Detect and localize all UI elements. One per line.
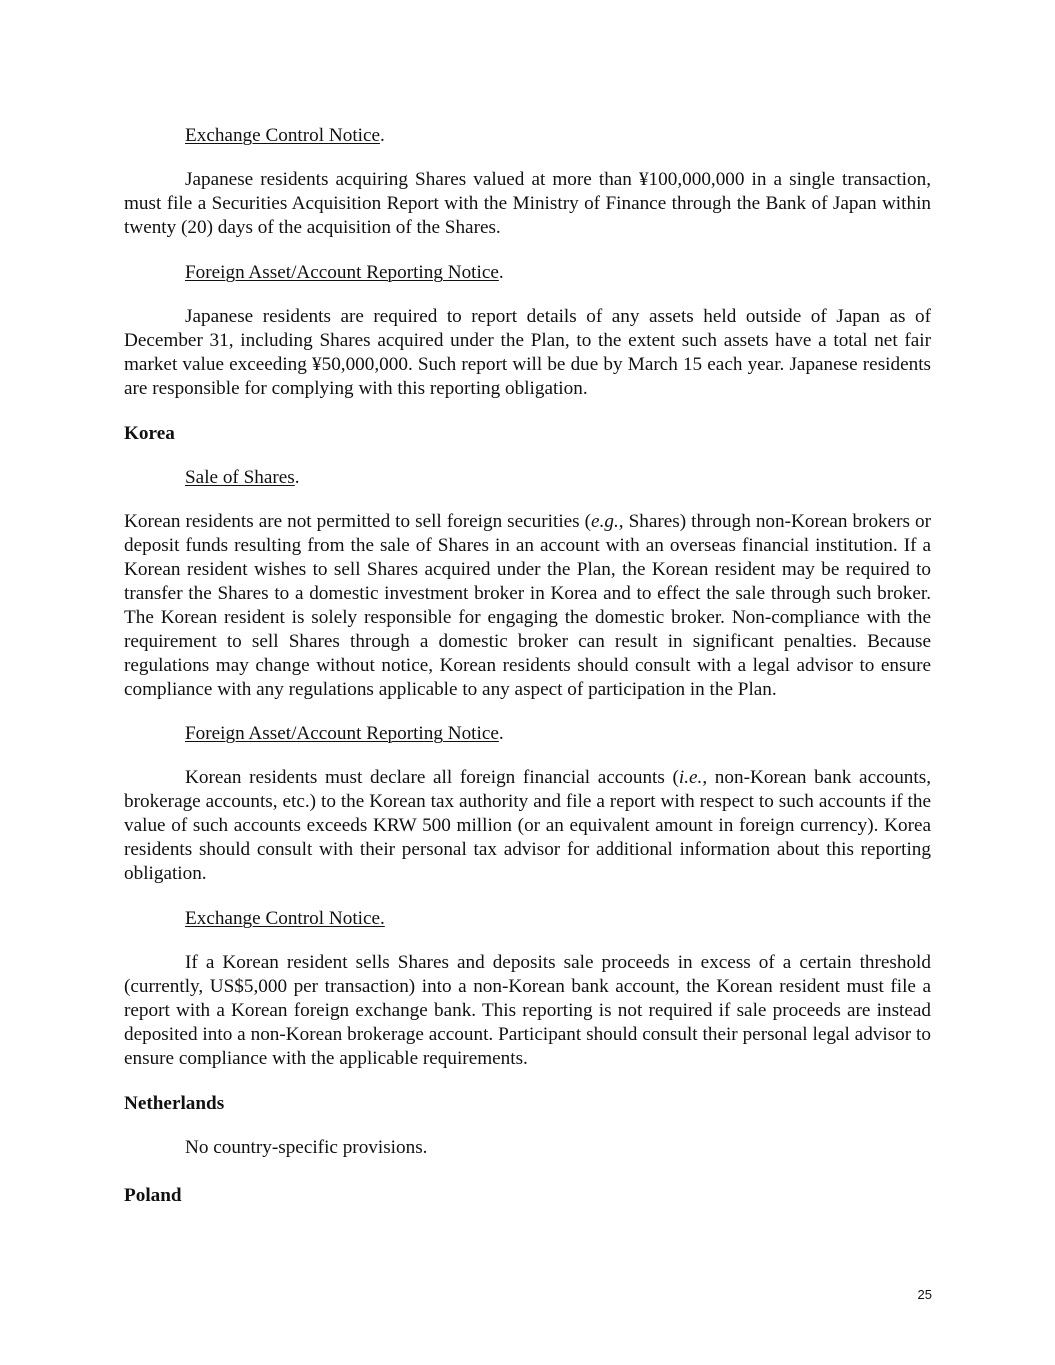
korea-exchange-control-text: If a Korean resident sells Shares and deposits sale proceeds in excess of a certain threshold (currently, US$5,000 per transaction) into a non-Korean bank account, the Korean resident must file a report with a Korean foreign exchange bank. This reporting is not required if sale proceeds are instead deposited into a non-Korean brokerage account. Participant should consult their personal legal advisor to ensure compliance with the applicable requirements. [124,952,931,1069]
korea-sale-text-italic: e.g. [591,511,619,532]
korea-asset-text-part-2: , non-Korean bank accounts, brokerage accounts, etc.) to the Korean tax authority and file a report with respect to such accounts if the value of such accounts exceeds KRW 500 million (or an equivalent amount in foreign currency). Korea residents should consult with their personal tax advisor for additional information about this reporting obligation. [124,767,931,884]
korea-sale-of-shares-text [124,510,931,702]
japan-exchange-control-punct: . [380,125,385,146]
korea-sale-text-part-2: , Shares) through non-Korean brokers or deposit funds resulting from the sale of Shares in an account with an overseas financial institution. If a Korean resident wishes to sell Shares acquired under the Plan, the Korean resident may be required to transfer the Shares to a domestic investment broker in Korea and to effect the sale through such broker. The Korean resident is solely responsible for engaging the domestic broker. Non-compliance with the requirement to sell Shares through a domestic broker can result in significant penalties. Because regulations may change without notice, Korean residents should consult with a legal advisor to ensure compliance with any regulations applicable to any aspect of participation in the Plan. [124,511,931,700]
korea-foreign-asset-punct: . [498,723,504,744]
korea-asset-text-italic: i.e. [678,767,703,788]
japan-exchange-control-title: Exchange Control Notice [185,125,381,146]
japan-foreign-asset-punct: . [498,262,504,283]
country-heading-poland: Poland [124,1185,182,1206]
japan-exchange-control-text: Japanese residents acquiring Shares valued at more than ¥100,000,000 in a single transaction, must file a Securities Acquisition Report with the Ministry of Finance through the Bank of Japan within twenty (20) days of the acquisition of the Shares. [124,169,931,238]
document-page [124,124,931,1228]
country-heading-netherlands: Netherlands [124,1093,225,1114]
korea-sale-of-shares-heading [124,466,931,490]
japan-foreign-asset-text: Japanese residents are required to report details of any assets held outside of Japan as of December 31, including Shares acquired under the Plan, to the extent such assets have a total net fair market value exceeding ¥50,000,000. Such report will be due by March 15 each year. Japanese residents are responsible for complying with this reporting obligation. [124,306,931,399]
korea-asset-text-part-1: Korean residents must declare all foreign financial accounts ( [185,767,679,788]
korea-sale-text-part-1: Korean residents are not permitted to sell foreign securities ( [124,511,592,532]
korea-sale-of-shares-title: Sale of Shares [185,467,295,488]
japan-exchange-control-heading [124,124,931,148]
korea-exchange-control-title: Exchange Control Notice. [185,908,385,929]
korea-exchange-control-heading [124,907,931,931]
korea-foreign-asset-heading [124,722,931,746]
korea-foreign-asset-text [124,766,931,886]
korea-foreign-asset-title: Foreign Asset/Account Reporting Notice [185,723,499,744]
japan-foreign-asset-title: Foreign Asset/Account Reporting Notice [185,262,499,283]
page-number: 25 [917,1287,932,1302]
country-heading-korea: Korea [124,423,175,444]
japan-foreign-asset-heading [124,261,931,285]
netherlands-text: No country-specific provisions. [185,1137,428,1158]
korea-sale-of-shares-punct: . [294,467,300,488]
